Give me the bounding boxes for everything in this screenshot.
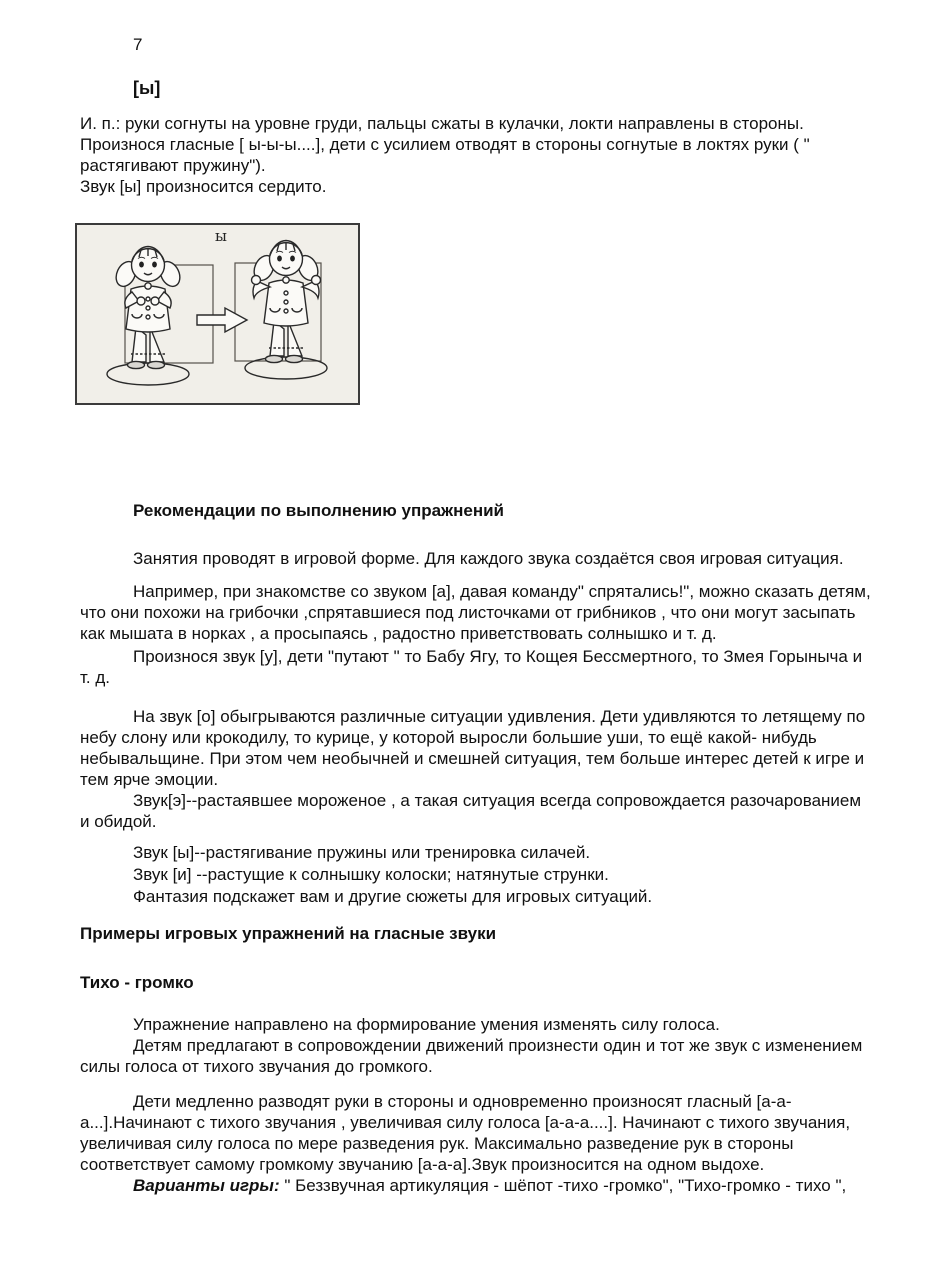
exercise-figure bbox=[75, 223, 360, 405]
recommendations-paragraph: Занятия проводят в игровой форме. Для каждого звука создаётся своя игровая ситуация. bbox=[133, 549, 844, 568]
recommendations-paragraph: На звук [о] обыгрываются различные ситуации удивления. Дети удивляются то летящему по небу слону или крокодилу, то курице, у которой выросли большие уши, то ещё какой- нибудь небывальщине. При этом чем необычней и смешней ситуация, тем больше интерес детей к игре и тем ярче эмоции. bbox=[80, 707, 866, 789]
figure-frame bbox=[76, 224, 359, 404]
game-variants-line bbox=[80, 1175, 871, 1196]
exercise-title: Тихо - громко bbox=[80, 973, 194, 992]
sound-heading: [ы] bbox=[133, 78, 161, 98]
examples-heading: Примеры игровых упражнений на гласные звуки bbox=[80, 924, 497, 943]
sound-example-line: Звук [ы]--растягивание пружины или тренировка силачей. bbox=[133, 843, 591, 862]
sound-examples-list bbox=[80, 842, 871, 908]
exercise-description bbox=[80, 1014, 871, 1077]
recommendations-paragraph: Звук[э]--растаявшее мороженое , а такая ситуация всегда сопровождается разочарованием и обидой. bbox=[80, 791, 862, 831]
recommendations-paragraph: Например, при знакомстве со звуком [а], давая команду" спрятались!", можно сказать детям, что они похожи на грибочки ,спрятавшиеся под листочками от грибников , что они могут засыпать как мышата в норках , а просыпаясь , радостно приветствовать солнышко и т. д. bbox=[80, 582, 871, 643]
sound-example-line: Фантазия подскажет вам и другие сюжеты для игровых ситуаций. bbox=[133, 887, 653, 906]
sound-description bbox=[80, 113, 871, 197]
game-variants-label: Варианты игры: bbox=[133, 1176, 280, 1195]
game-variants-text: " Беззвучная артикуляция - шёпот -тихо -громко", "Тихо-громко - тихо ", bbox=[279, 1176, 847, 1195]
figure-label: ы bbox=[215, 227, 227, 245]
recommendations-paragraph: Произнося звук [у], дети "путают " то Бабу Ягу, то Кощея Бессмертного, то Змея Горыныча и т. д. bbox=[80, 647, 863, 687]
exercise-instruction: Детям предлагают в сопровождении движений произнести один и тот же звук с изменением силы голоса от тихого звучания до громкого. bbox=[80, 1036, 863, 1076]
page-number: 7 bbox=[133, 35, 143, 54]
exercise-purpose: Упражнение направлено на формирование умения изменять силу голоса. bbox=[133, 1015, 720, 1034]
exercise-details: Дети медленно разводят руки в стороны и одновременно произносят гласный [а-а-а...].Начинают с тихого звучания , увеличивая силу голоса [а-а-а....]. Начинают с тихого звучания, увеличивая силу голоса по мере разведения рук. Максимально разведение рук в стороны соответствует самому громкому звучанию [а-а-а].Звук произносится на одном выдохе. bbox=[80, 1092, 851, 1174]
sound-example-line: Звук [и] --растущие к солнышку колоски; натянутые струнки. bbox=[133, 865, 609, 884]
sound-note: Звук [ы] произносится сердито. bbox=[80, 177, 327, 196]
sound-intro-paragraph: И. п.: руки согнуты на уровне груди, пальцы сжаты в кулачки, локти направлены в стороны. Произнося гласные [ ы-ы-ы....], дети с усилием отводят в стороны согнутые в локтях руки ( " растягивают пружину"). bbox=[80, 114, 810, 175]
recommendations-heading: Рекомендации по выполнению упражнений bbox=[133, 501, 504, 520]
